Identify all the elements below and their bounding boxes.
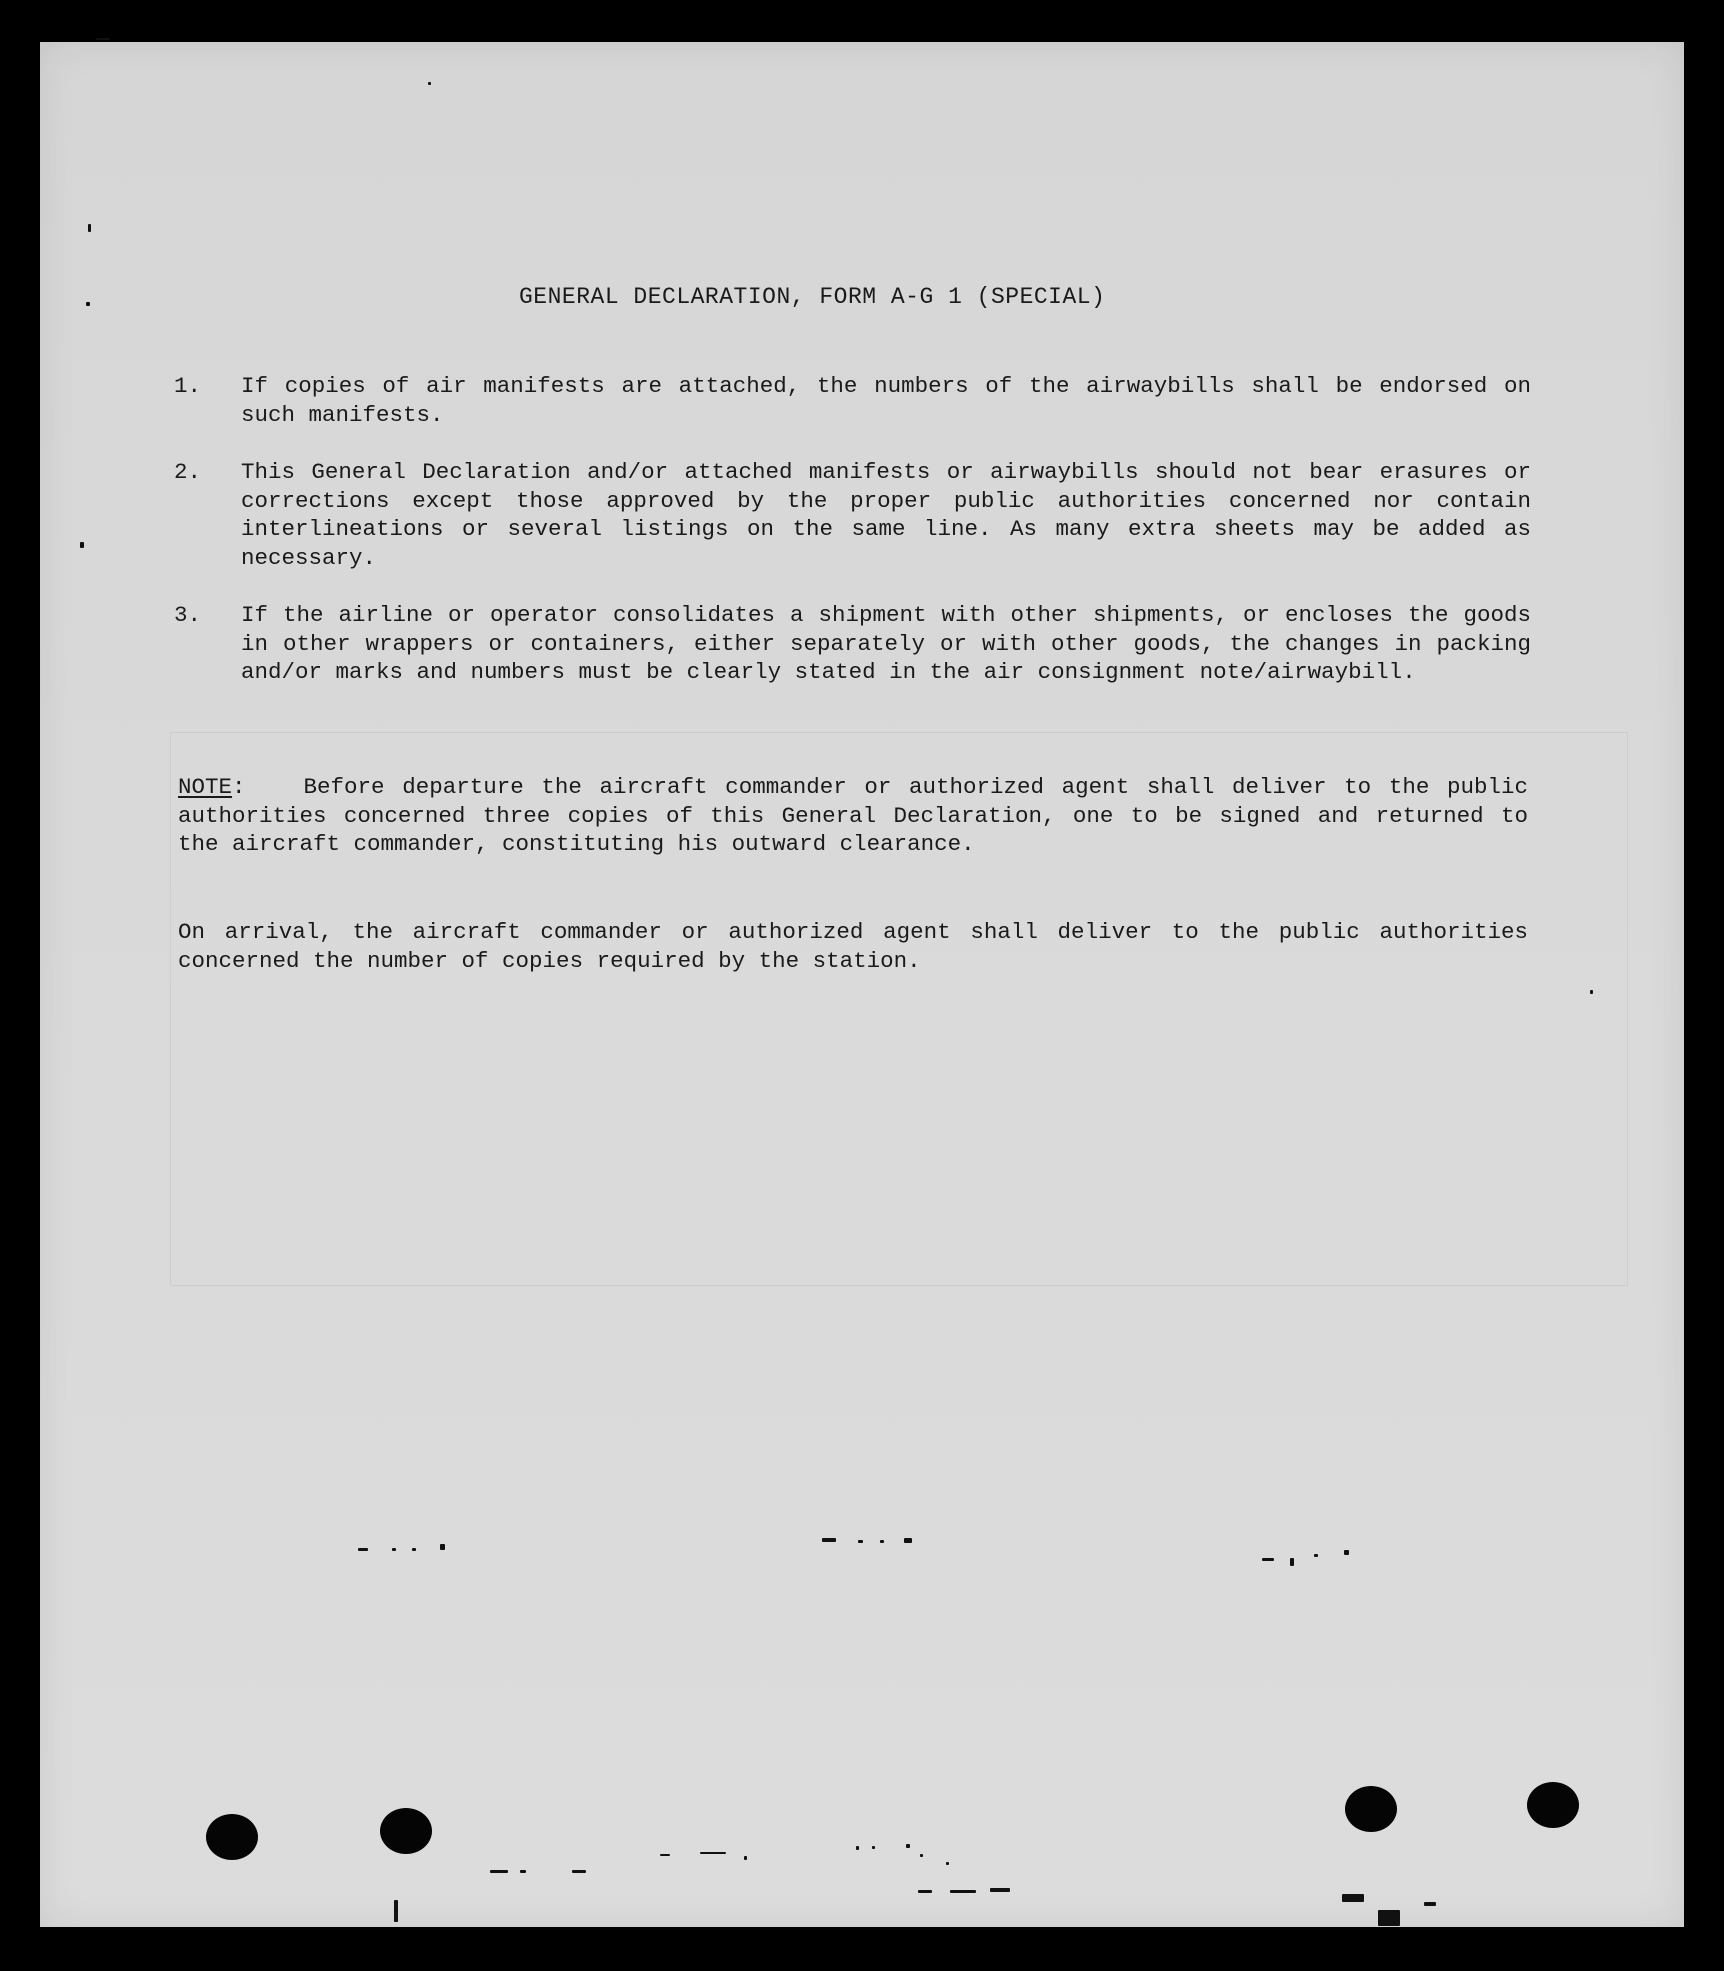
scan-speck [660,1854,670,1856]
list-item-2 [174,458,1534,574]
list-item-text: If the airline or operator consolidates a shipment with other shipments, or encloses the goods in other wrappers or containers, either separately or with other goods, the changes in packing and/or marks and numbers must be clearly stated in the air consignment note/airwaybill. [241,602,1531,685]
list-item-text: This General Declaration and/or attached manifests or airwaybills should not bear erasures or corrections except those approved by the proper public authorities concerned nor contain interlineations or several listings on the same line. As many extra sheets may be added as necessary. [241,459,1531,571]
scan-speck [1344,1550,1349,1555]
scan-speck [858,1540,863,1543]
scan-speck [872,1846,875,1849]
scan-speck [1590,990,1593,994]
list-item-text: If copies of air manifests are attached, the numbers of the airwaybills shall be endorsed on such manifests. [241,373,1531,428]
scan-speck [1314,1554,1318,1557]
scan-speck [412,1548,416,1551]
scan-speck [822,1538,836,1542]
scan-speck [490,1870,508,1873]
list-item-number: 3. [174,602,202,628]
scan-speck [1290,1558,1294,1566]
scan-speck [1342,1894,1364,1902]
scan-speck [572,1870,586,1873]
list-item-3 [174,601,1534,717]
scan-speck [358,1548,368,1551]
punch-hole-right-1 [1345,1786,1397,1832]
scan-speck [744,1856,747,1860]
scan-speck [904,1538,912,1543]
scan-speck [86,302,90,306]
scan-speck [918,1890,932,1893]
list-item-1 [174,372,1534,432]
scan-speck [946,1862,949,1865]
scan-speck [990,1888,1010,1892]
scan-speck [880,1540,884,1543]
scan-speck [80,542,84,548]
scan-speck [950,1890,976,1893]
scan-speck [1262,1558,1274,1561]
list-item-number: 1. [174,373,202,399]
scan-speck [96,38,110,40]
scan-speck [440,1544,445,1550]
list-item-number: 2. [174,459,202,485]
scan-speck [1378,1910,1400,1926]
scan-speck [856,1846,859,1850]
scan-speck [428,82,431,85]
scan-speck [1424,1902,1436,1906]
scan-speck [520,1870,526,1873]
scan-speck [88,224,91,232]
scan-speck [920,1854,923,1857]
note-label: NOTE [178,774,233,800]
note-text: Before departure the aircraft commander or authorized agent shall deliver to the public authorities concerned three copies of this General Declaration, one to be signed and returned to the aircraft commander, constituting his outward clearance. [178,774,1528,857]
document-title: GENERAL DECLARATION, FORM A-G 1 (SPECIAL) [519,284,1106,310]
punch-hole-right-2 [1527,1782,1579,1828]
scan-speck [394,1900,398,1922]
arrival-paragraph: On arrival, the aircraft commander or authorized agent shall deliver to the public authorities concerned the number of copies required by the station. [178,919,1528,974]
note-colon: : [232,774,246,800]
scan-speck [700,1852,726,1854]
scan-speck [392,1548,396,1551]
punch-hole-left-1 [206,1814,258,1860]
note-paragraph [178,773,1528,859]
punch-hole-left-2 [380,1808,432,1854]
scan-speck [906,1844,910,1848]
